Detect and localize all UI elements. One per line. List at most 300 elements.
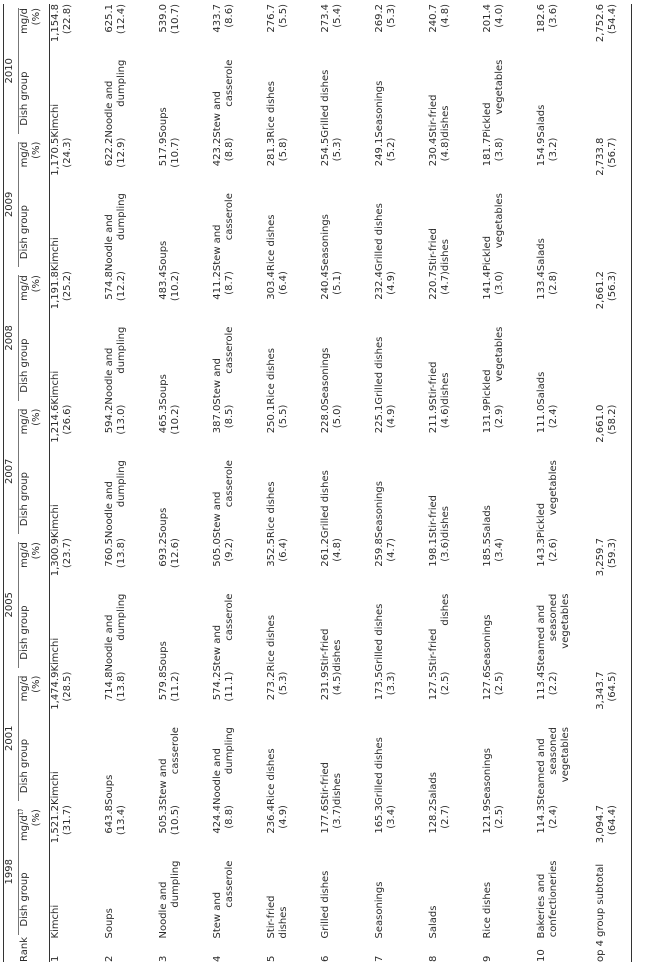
year-label: 2008 (4, 275, 19, 400)
subtotal-mgd-cell (590, 138, 632, 194)
dish-group-cell (482, 60, 536, 138)
mgd-cell (158, 405, 212, 461)
mgd-unit-text: mg/d (19, 675, 30, 702)
mgd-value: 177.6 (320, 805, 331, 834)
dish-group-text: Noodle and (104, 347, 115, 405)
dish-group-cell (428, 727, 482, 805)
dish-group-text: Seasonings (374, 80, 385, 138)
dish-group-cell (212, 193, 266, 271)
mgd-cell (428, 4, 482, 60)
pct-value: (9.2) (224, 538, 235, 562)
mgd-value: 574.8 (104, 271, 115, 300)
mgd-value: 111.0 (536, 404, 547, 434)
mgd-value: 693.2 (158, 538, 169, 567)
mgd-value: 154.9 (536, 137, 547, 167)
dish-group-cell (482, 460, 536, 538)
dish-group-text: Grilled dishes (320, 870, 331, 939)
pct-value: (2.2) (548, 671, 559, 696)
dish-group-cell (158, 594, 212, 672)
mgd-cell (482, 138, 536, 194)
mgd-value: 387.0 (212, 404, 223, 434)
pct-value: (5.5) (278, 404, 289, 429)
dish-group-cell (428, 327, 482, 405)
dish-group-cell (536, 193, 590, 271)
subtotal-mgd-value: 2,661.0 (595, 404, 606, 443)
mgd-cell (320, 271, 374, 327)
mgd-cell (50, 4, 105, 60)
dish-group-text: Rice dishes (482, 881, 493, 939)
mgd-value: 1,154.8 (50, 4, 61, 43)
mgd-cell (482, 672, 536, 728)
dish-group-text: Stew and (212, 224, 223, 272)
mgd-value: 232.4 (374, 271, 385, 300)
dish-group-text: casserole (224, 593, 235, 641)
mgd-value: 240.4 (320, 271, 331, 300)
dish-group-text: Stir-fried dishes (320, 761, 343, 806)
mgd-value: 181.7 (482, 137, 493, 167)
dish-group-text: Stew and (212, 357, 223, 405)
mgd-cell (536, 805, 590, 861)
dish-group-cell (104, 460, 158, 538)
year-label: 2001 (4, 676, 19, 801)
dish-group-text: Kimchi (50, 504, 61, 539)
dish-group-cell (158, 327, 212, 405)
dish-group-cell (374, 727, 428, 805)
pct-value: (13.8) (116, 538, 127, 569)
dish-group-cell (212, 60, 266, 138)
subtotal-mgd-cell (590, 405, 632, 461)
table-row (482, 4, 536, 962)
mgd-cell (50, 538, 105, 594)
dish-group-cell (428, 861, 482, 939)
dish-group-text: Soups (158, 240, 169, 272)
mgd-header (19, 138, 50, 194)
dish-group-text: vegetables (494, 59, 505, 115)
mgd-cell (428, 538, 482, 594)
dish-group-text: dumpling (116, 460, 127, 508)
dish-group-cell (320, 460, 374, 538)
dish-group-text: Kimchi (50, 370, 61, 405)
mgd-cell (482, 538, 536, 594)
mgd-unit-text: mg/d (19, 815, 30, 842)
dish-group-text: vegetables (494, 326, 505, 382)
dish-group-text: casserole (170, 727, 181, 775)
mgd-value: 594.2 (104, 404, 115, 434)
pct-value: (25.2) (62, 271, 73, 302)
mgd-cell (104, 538, 158, 594)
pct-value: (10.7) (170, 4, 181, 35)
dish-group-cell (482, 594, 536, 672)
pct-value: (5.3) (278, 671, 289, 696)
dish-group-text: Stir-fried (428, 628, 439, 672)
mgd-cell (536, 271, 590, 327)
dish-group-text: Stew and (212, 91, 223, 138)
mgd-value: 433.7 (212, 4, 223, 33)
rank-cell: 6 (320, 955, 331, 962)
dish-group-cell (320, 193, 374, 271)
mgd-value: 273.2 (266, 671, 277, 701)
dish-group-cell (266, 327, 320, 405)
pct-value: (4.7) (440, 271, 451, 295)
dish-group-cell (50, 460, 105, 538)
dish-group-cell (50, 327, 105, 405)
pct-unit: (%) (31, 542, 42, 560)
dish-group-text: casserole (224, 860, 235, 908)
pct-value: (4.6) (440, 404, 451, 429)
year-label: 2009 (4, 142, 19, 267)
table-row (212, 4, 266, 962)
pct-unit: (%) (31, 675, 42, 693)
mgd-cell (482, 805, 536, 861)
pct-value: (10.7) (170, 137, 181, 168)
pct-value: (5.2) (386, 137, 397, 162)
dish-group-cell (158, 460, 212, 538)
mgd-unit (19, 8, 31, 60)
dish-group-cell (482, 861, 536, 939)
dish-group-text: Soups (104, 908, 115, 939)
dish-group-text: Salads (428, 905, 439, 939)
mgd-value: 1,521.2 (50, 805, 61, 844)
mgd-cell (212, 805, 266, 861)
pct-value: (11.2) (170, 671, 181, 702)
year-header (4, 672, 20, 805)
pct-value: (3.6) (440, 538, 451, 562)
table-row (320, 4, 374, 962)
subtotal-label: op 4 group subtotal (590, 861, 632, 962)
dish-group-cell (374, 861, 428, 939)
dish-group-cell (374, 193, 428, 271)
dish-group-text: seasoned (548, 727, 559, 775)
mgd-header (19, 405, 50, 461)
dish-group-text: Noodle and (212, 748, 223, 806)
table-row (374, 4, 428, 962)
mgd-cell (374, 4, 428, 60)
dish-group-text: casserole (224, 59, 235, 107)
empty-cell (590, 327, 632, 405)
mgd-cell (428, 271, 482, 327)
mgd-unit-text: mg/d (19, 408, 30, 435)
dish-group-text: Soups (158, 507, 169, 539)
pct-value: (2.5) (494, 671, 505, 696)
pct-value: (3.0) (494, 271, 505, 295)
pct-value: (10.2) (170, 271, 181, 302)
table-row (104, 4, 158, 962)
dish-group-text: Stir-fried dishes (428, 228, 451, 272)
mgd-value: 114.3 (536, 805, 547, 834)
mgd-cell (50, 271, 105, 327)
mgd-value: 505.0 (212, 538, 223, 567)
dish-group-cell (320, 327, 374, 405)
mgd-cell (374, 271, 428, 327)
mgd-value: 714.8 (104, 671, 115, 701)
mgd-cell (266, 4, 320, 60)
mgd-value: 211.9 (428, 404, 439, 434)
mgd-cell (482, 4, 536, 60)
mgd-value: 249.1 (374, 137, 385, 167)
mgd-value: 261.2 (320, 538, 331, 567)
dish-group-text: confectioneries (548, 860, 559, 938)
rank-cell: 2 (104, 955, 115, 962)
dish-group-cell (266, 594, 320, 672)
year-label: 2007 (4, 409, 19, 534)
dish-group-text: Pickled (482, 102, 493, 138)
dish-group-cell (50, 193, 105, 271)
dish-group-cell (266, 727, 320, 805)
mgd-value: 185.5 (482, 538, 493, 567)
mgd-cell (266, 805, 320, 861)
mgd-cell (428, 138, 482, 194)
mgd-value: 1,300.9 (50, 538, 61, 577)
year-header (4, 4, 20, 138)
dish-group-text: Rice dishes (266, 81, 277, 138)
pct-value: (13.8) (116, 671, 127, 702)
dish-group-text: dishes (440, 593, 451, 626)
dish-group-text: vegetables (560, 727, 571, 783)
mgd-value: 622.2 (104, 137, 115, 167)
dish-group-header: Dish group (19, 594, 50, 672)
pct-value: (31.7) (62, 805, 73, 836)
mgd-value: 411.2 (212, 271, 223, 300)
rank-cell: 3 (158, 955, 169, 962)
dish-group-text: dumpling (224, 727, 235, 775)
subtotal-mgd-value: 3,259.7 (595, 538, 606, 577)
dish-group-text: Pickled (536, 502, 547, 539)
rank-cell: 5 (266, 955, 277, 962)
pct-value: (10.2) (170, 404, 181, 435)
dish-group-text: Stir-fried dishes (428, 495, 451, 539)
mgd-value: 127.6 (482, 671, 493, 701)
pct-value: (5.8) (278, 137, 289, 162)
mgd-cell (482, 271, 536, 327)
table-row (428, 4, 482, 962)
mgd-cell (212, 138, 266, 194)
mgd-cell (266, 672, 320, 728)
mgd-unit-text: mg/d (19, 542, 30, 568)
pct-value: (12.6) (170, 538, 181, 569)
dish-group-cell (212, 460, 266, 538)
pct-value: (2.4) (548, 805, 559, 829)
dish-group-cell (266, 60, 320, 138)
year-label: 2005 (4, 542, 19, 667)
subtotal-mgd-cell (590, 271, 632, 327)
pct-value: (4.8) (440, 137, 451, 162)
dish-group-text: Salads (536, 104, 547, 138)
dish-group-text: Salads (536, 238, 547, 272)
dish-group-text: Seasonings (482, 614, 493, 672)
pct-value: (2.5) (494, 805, 505, 829)
mgd-value: 231.9 (320, 671, 331, 701)
mgd-value: 127.5 (428, 671, 439, 701)
mgd-cell (320, 538, 374, 594)
dish-group-header: Dish group (19, 193, 50, 271)
dish-group-text: vegetables (494, 193, 505, 249)
dish-group-cell (320, 861, 374, 939)
pct-value: (4.9) (386, 404, 397, 429)
dish-group-text: Noodle and (104, 481, 115, 539)
column-header-row (19, 4, 50, 962)
dish-group-text: Steamed and (536, 604, 547, 672)
dish-group-text: Rice dishes (266, 748, 277, 806)
dish-group-text: Bakeries and (536, 873, 547, 939)
dish-group-text: Seasonings (320, 347, 331, 405)
mgd-value: 517.9 (158, 137, 169, 167)
mgd-cell (536, 138, 590, 194)
dish-group-cell (536, 861, 590, 939)
mgd-value: 505.3 (158, 805, 169, 834)
mgd-value: 259.8 (374, 538, 385, 567)
mgd-value: 198.1 (428, 538, 439, 567)
mgd-cell (266, 271, 320, 327)
mgd-unit (19, 409, 31, 461)
rank-cell: 4 (212, 955, 223, 962)
subtotal-pct-value: (64.5) (607, 671, 618, 702)
pct-value: (5.4) (332, 4, 343, 28)
dish-group-header: Dish group (19, 60, 50, 138)
dish-group-header: Dish group (19, 861, 50, 939)
pct-value: (8.8) (224, 805, 235, 829)
pct-value: (5.3) (386, 4, 397, 28)
mgd-value: 254.5 (320, 137, 331, 167)
subtotal-mgd-value: 2,752.6 (595, 4, 606, 43)
empty-cell (590, 727, 632, 805)
mgd-cell (428, 805, 482, 861)
mgd-value: 165.3 (374, 805, 385, 834)
dish-group-cell (158, 727, 212, 805)
empty-cell (590, 460, 632, 538)
mgd-cell (320, 4, 374, 60)
mgd-value: 273.4 (320, 4, 331, 33)
dish-group-text: Stir-fried dishes (266, 895, 289, 939)
mgd-value: 281.3 (266, 137, 277, 167)
subtotal-mgd-value: 3,094.7 (595, 805, 606, 844)
dish-group-cell (212, 727, 266, 805)
mgd-unit-text: mg/d (19, 141, 30, 168)
mgd-cell (536, 672, 590, 728)
dish-group-cell (482, 327, 536, 405)
pct-value: (2.5) (440, 671, 451, 696)
mgd-cell (320, 138, 374, 194)
subtotal-pct-value: (64.4) (607, 805, 618, 836)
year-header (4, 538, 20, 671)
dish-group-text: seasoned (548, 593, 559, 642)
dish-group-cell (536, 727, 590, 805)
dish-group-cell (428, 193, 482, 271)
dish-group-text: Grilled dishes (374, 336, 385, 405)
dish-group-text: Rice dishes (266, 614, 277, 672)
mgd-value: 579.8 (158, 671, 169, 701)
rank-cell: 1 (50, 955, 61, 962)
dish-group-text: Stew and (212, 624, 223, 672)
dish-group-cell (212, 861, 266, 939)
dish-group-cell (374, 327, 428, 405)
dish-group-cell (266, 861, 320, 939)
mgd-cell (104, 271, 158, 327)
pct-value: (5.0) (332, 404, 343, 429)
pct-value: (13.0) (116, 404, 127, 435)
mgd-value: 276.7 (266, 4, 277, 33)
mgd-cell (266, 538, 320, 594)
mgd-cell (320, 405, 374, 461)
mgd-cell (374, 138, 428, 194)
dish-group-text: Kimchi (50, 103, 61, 138)
empty-cell (590, 193, 632, 271)
dish-group-text: Noodle and (158, 881, 169, 939)
dish-group-cell (50, 727, 105, 805)
mgd-value: 133.4 (536, 271, 547, 300)
pct-value: (4.8) (440, 4, 451, 28)
subtotal-pct-value: (54.4) (607, 4, 618, 35)
mgd-value: 625.1 (104, 4, 115, 33)
dish-group-text: Steamed and (536, 738, 547, 806)
year-header (4, 138, 20, 271)
mgd-value: 465.3 (158, 404, 169, 434)
mgd-value: 1,170.5 (50, 137, 61, 176)
dish-group-text: Stir-fried dishes (428, 361, 451, 405)
pct-value: (28.5) (62, 671, 73, 702)
dish-group-text: Noodle and (104, 80, 115, 138)
pct-value: (26.6) (62, 404, 73, 435)
mgd-value: 143.3 (536, 538, 547, 567)
mgd-unit (19, 542, 31, 594)
dish-group-text: dumpling (170, 860, 181, 908)
subtotal-pct-value: (56.7) (607, 137, 618, 168)
mgd-value: 228.0 (320, 404, 331, 434)
dish-group-text: Salads (428, 772, 439, 806)
dish-group-text: Stir-fried dishes (428, 94, 451, 138)
mgd-value: 1,214.6 (50, 404, 61, 443)
mgd-value: 121.9 (482, 805, 493, 834)
subtotal-pct-value: (58.2) (607, 404, 618, 435)
mgd-unit (19, 809, 31, 861)
mgd-value: 131.9 (482, 404, 493, 434)
pct-value: (3.3) (386, 671, 397, 696)
pct-value: (2.7) (440, 805, 451, 829)
dish-group-text: Kimchi (50, 637, 61, 672)
pct-value: (8.7) (224, 271, 235, 295)
year-label: 1998 (4, 809, 19, 934)
table-row (266, 4, 320, 962)
dish-group-text: Stew and (158, 758, 169, 806)
pct-value: (8.8) (224, 137, 235, 162)
mgd-cell (158, 271, 212, 327)
pct-value: (22.8) (62, 4, 73, 35)
dish-group-cell (374, 594, 428, 672)
dish-group-text: Noodle and (104, 614, 115, 672)
dish-group-text: Salads (536, 371, 547, 405)
mgd-value: 1,474.9 (50, 671, 61, 710)
dish-group-text: vegetables (560, 593, 571, 649)
dish-group-text: Grilled dishes (374, 737, 385, 806)
subtotal-row (590, 4, 632, 962)
mgd-cell (374, 672, 428, 728)
pct-unit: (%) (31, 141, 42, 159)
pct-value: (23.7) (62, 538, 73, 569)
mgd-header (19, 271, 50, 327)
table-row (50, 4, 105, 962)
mgd-unit (19, 275, 31, 327)
dish-group-cell (266, 193, 320, 271)
dish-group-cell (320, 60, 374, 138)
year-header (4, 405, 20, 538)
mgd-cell (320, 672, 374, 728)
subtotal-mgd-cell (590, 672, 632, 728)
dish-group-cell (104, 327, 158, 405)
subtotal-pct-value: (59.3) (607, 538, 618, 569)
pct-value: (5.3) (332, 137, 343, 162)
pct-value: (12.4) (116, 4, 127, 35)
dish-group-text: Kimchi (50, 237, 61, 272)
mgd-value: 128.2 (428, 805, 439, 834)
